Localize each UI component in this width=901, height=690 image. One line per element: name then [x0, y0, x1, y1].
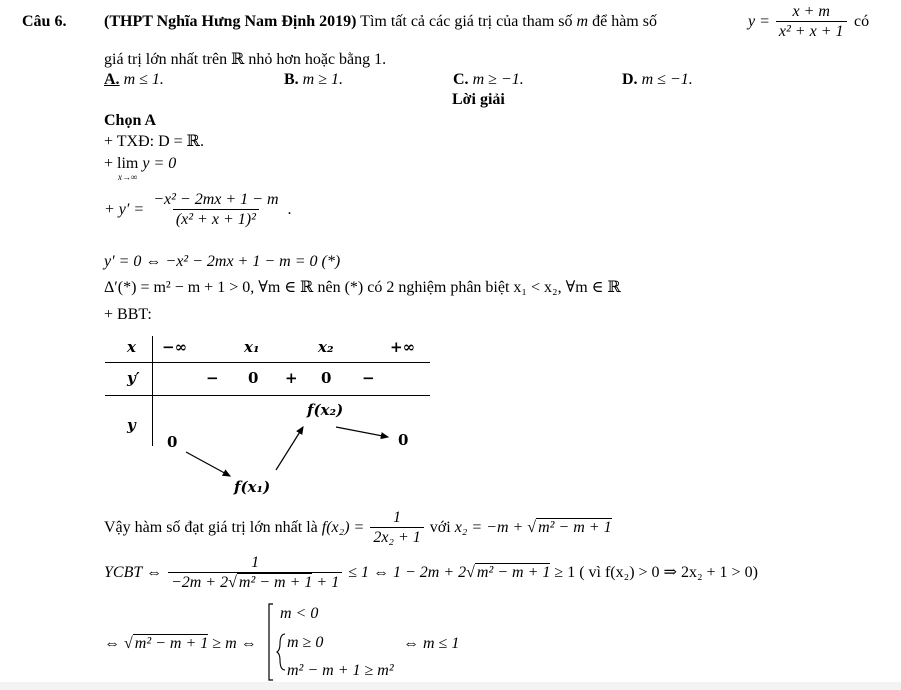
max-sqrt: m² − m + 1 — [538, 518, 612, 536]
table-sign-4: 0 — [321, 369, 332, 387]
max-text: Vậy hàm số đạt giá trị lớn nhất là — [104, 518, 318, 536]
arrow-down-1 — [186, 452, 230, 476]
question-source: (THPT Nghĩa Hưng Nam Định 2019) — [104, 13, 357, 30]
table-y-label: y — [127, 416, 136, 434]
limit-operator: lim — [117, 155, 139, 172]
option-a-value: m ≤ 1. — [123, 71, 164, 88]
limit-subscript: x→∞ — [117, 172, 138, 183]
max-denominator: 2x₂ + 1 — [370, 527, 423, 548]
derivative-end: . — [287, 200, 292, 218]
solution-delta: Δ′(*) = m² − m + 1 > 0, ∀m ∈ ℝ nên (*) có 2 nghiệm phân biệt x₁ < x₂, ∀m ∈ ℝ — [104, 279, 621, 296]
ycbt-rest-a: ≤ 1 ⇔ 1 − 2m + 2 — [348, 563, 467, 581]
table-x-pos-inf: +∞ — [390, 338, 416, 356]
last-lhs: ⇔ — [104, 635, 120, 652]
ycbt-rest-b: ≥ 1 ( vì f(x₂) > 0 ⇒ 2x₂ + 1 > 0) — [554, 563, 758, 581]
table-x1: x₁ — [244, 338, 260, 356]
option-a-letter: A. — [104, 71, 120, 88]
solution-last: ⇔ √ m² − m + 1 ≥ m ⇔ — [104, 635, 257, 652]
bbt-label: + BBT: — [104, 306, 152, 323]
solution-equation: y′ = 0 ⇔ −x² − 2mx + 1 − m = 0 (*) — [104, 253, 341, 270]
option-c-letter: C. — [453, 71, 469, 88]
param-m: m — [576, 13, 589, 30]
solution-title: Lời giải — [452, 91, 505, 108]
max-lhs: f(x₂) = — [321, 518, 365, 536]
ycbt-den-b: + 1 — [312, 574, 340, 592]
limit-plus: + — [104, 155, 114, 172]
max-x2: x₂ = −m + — [454, 518, 528, 536]
derivative-lhs: + y′ = — [104, 200, 145, 218]
ycbt-den-a: −2m + 2 — [170, 574, 229, 592]
question-text-1: Tìm tất cả các giá trị của tham số — [360, 13, 573, 30]
ycbt-fraction — [168, 553, 342, 593]
table-y-max: f(x₂) — [307, 401, 344, 419]
arrow-up — [276, 427, 303, 470]
case-2b: m² − m + 1 ≥ m² — [287, 662, 394, 679]
table-yprime-label: y′ — [127, 369, 140, 387]
derivative-denominator: (x² + x + 1)² — [173, 209, 259, 230]
table-y-min: f(x₁) — [234, 478, 271, 496]
table-sign-1: − — [206, 369, 219, 387]
solution-txd: + TXĐ: D = ℝ. — [104, 133, 204, 150]
max-fraction — [370, 508, 423, 548]
option-d-letter: D. — [622, 71, 638, 88]
question-text-end: có — [854, 13, 870, 30]
ycbt-numerator: 1 — [251, 554, 260, 571]
case-1: m < 0 — [280, 605, 319, 622]
option-b-letter: B. — [284, 71, 299, 88]
table-sign-2: 0 — [248, 369, 259, 387]
limit-value: y = 0 — [142, 155, 177, 172]
table-y-right: 0 — [398, 431, 409, 449]
table-x-label: x — [127, 338, 136, 356]
last-sqrt: m² − m + 1 — [134, 635, 209, 652]
last-mid: ≥ m ⇔ — [212, 635, 257, 652]
max-numerator: 1 — [393, 509, 402, 526]
solution-max: Vậy hàm số đạt giá trị lớn nhất là f(x₂) = $\frac{1}{\text{2x₂ + 1}}$ với x₂ = −m + √ m² − m + 1 — [104, 509, 612, 547]
solution-ycbt: YCBT ⇔ $\frac{1}{\text{−2m + 2√ m² − m + 1 + 1}}$ ≤ 1 ⇔ 1 − 2m + 2√ m² − m + 1 ≥ 1 ( vì f(x₂) > 0 ⇒ 2x₂ + 1 > 0) — [104, 554, 758, 592]
ycbt-den-sqrt: m² − m + 1 — [238, 574, 313, 592]
ycbt-rest-sqrt: m² − m + 1 — [476, 563, 551, 581]
table-x2: x₂ — [318, 338, 334, 356]
table-x-neg-inf: −∞ — [162, 338, 188, 356]
question-number: Câu 6. — [22, 13, 67, 30]
ycbt-denominator: −2m + 2√ m² − m + 1 + 1 — [168, 572, 342, 593]
question-text-2: để hàm số — [592, 13, 657, 30]
option-b-value: m ≥ 1. — [302, 71, 344, 88]
table-sign-5: − — [362, 369, 375, 387]
max-with: với — [429, 518, 451, 536]
func-numerator: x + m — [792, 3, 830, 20]
func-lhs: y = — [748, 12, 770, 30]
table-sign-3: + — [285, 369, 298, 387]
func-denominator: x² + x + 1 — [776, 21, 847, 42]
option-d-value: m ≤ −1. — [641, 71, 693, 88]
last-rhs: ⇔ m ≤ 1 — [403, 635, 460, 652]
ycbt-lhs: YCBT ⇔ — [104, 563, 162, 581]
option-c-value: m ≥ −1. — [472, 71, 524, 88]
question-line-2: giá trị lớn nhất trên ℝ nhỏ hơn hoặc bằng 1. — [104, 51, 387, 68]
arrow-down-2 — [336, 427, 388, 437]
page-bottom-band — [0, 682, 901, 690]
case-2a: m ≥ 0 — [287, 634, 324, 651]
derivative-numerator: −x² − 2mx + 1 − m — [153, 191, 279, 208]
table-y-left: 0 — [167, 433, 178, 451]
solution-choice: Chọn A — [104, 112, 157, 129]
